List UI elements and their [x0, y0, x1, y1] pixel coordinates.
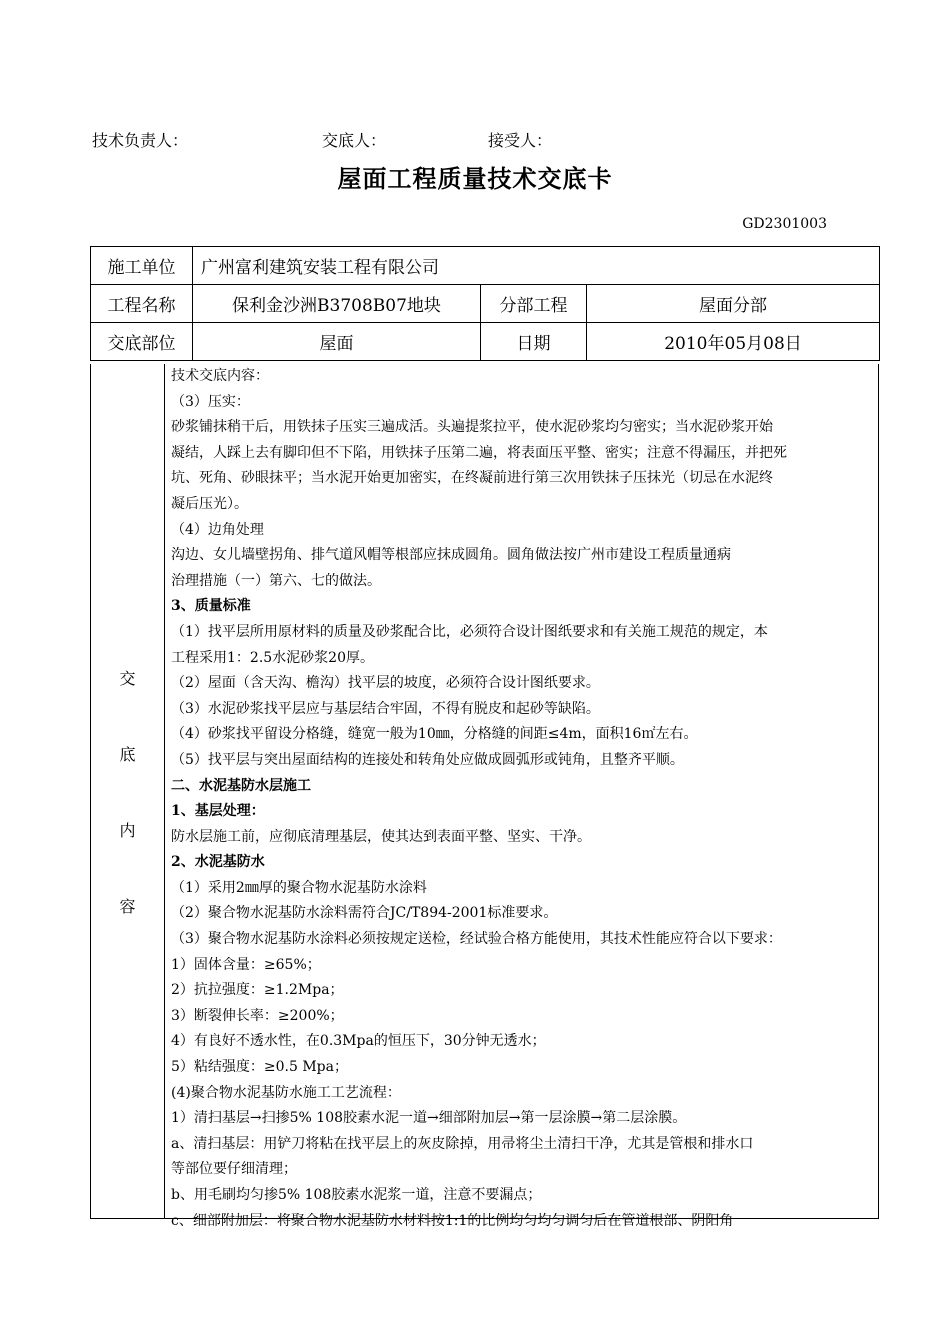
table-row: [91, 323, 880, 361]
content-line: 4）有良好不透水性，在0.3Mpa的恒压下，30分钟无透水；: [171, 1033, 546, 1050]
content-line: (4)聚合物水泥基防水施工工艺流程：: [171, 1084, 401, 1101]
table-row: [91, 247, 880, 285]
document-number: GD2301003: [742, 216, 827, 232]
content-line: 2）抗拉强度：≥1.2Mpa；: [171, 982, 344, 999]
content-line: 3、质量标准: [171, 598, 251, 615]
content-line: 等部位要仔细清理；: [171, 1161, 297, 1178]
content-line: 治理措施（一）第六、七的做法。: [171, 572, 381, 589]
sub-project-label: 分部工程: [481, 285, 587, 323]
project-label: 工程名称: [91, 285, 193, 323]
content-line: b、用毛刷均匀掺5% 108胶素水泥浆一道，注意不要漏点；: [171, 1187, 542, 1203]
info-table: [90, 246, 880, 361]
content-line: 1、基层处理：: [171, 803, 265, 820]
content-line: a、清扫基层：用铲刀将粘在找平层上的灰皮除掉，用帚将尘土清扫干净，尤其是管根和排水口: [171, 1135, 754, 1152]
content-side-label: [91, 364, 165, 1218]
discloser-label: 交底人：: [322, 131, 387, 150]
receiver-label: 接受人：: [488, 131, 553, 150]
content-line: 坑、死角、砂眼抹平；当水泥开始更加密实，在终凝前进行第三次用铁抹子压抹光（切忌在水泥终: [171, 470, 773, 487]
page-title: 屋面工程质量技术交底卡: [337, 164, 613, 193]
content-line: （4）砂浆找平留设分格缝，缝宽一般为10㎜，分格缝的间距≤4m，面积16㎡左右。: [171, 726, 698, 743]
project-value: 保利金沙洲B3708B07地块: [193, 285, 481, 323]
content-line: （3）聚合物水泥基防水涂料必须按规定送检，经试验合格方能使用，其技术性能应符合以下要求：: [171, 931, 782, 948]
content-line: 1）固体含量：≥65%；: [171, 956, 321, 973]
content-line: （3）压实：: [171, 393, 250, 410]
date-label: 日期: [481, 323, 587, 361]
unit-value: 广州富利建筑安装工程有限公司: [193, 247, 880, 285]
content-line: 二、水泥基防水层施工: [171, 777, 311, 794]
content-line: 工程采用1：2.5水泥砂浆20厚。: [171, 649, 374, 666]
content-line: 凝结，人踩上去有脚印但不下陷，用铁抹子压第二遍，将表面压平整、密实；注意不得漏压，并把死: [171, 444, 787, 461]
content-line: 凝后压光）。: [171, 495, 248, 512]
content-line: （2）屋面（含天沟、檐沟）找平层的坡度，必须符合设计图纸要求。: [171, 675, 600, 692]
content-line: 技术交底内容：: [171, 368, 269, 384]
date-value: 2010年05月08日: [587, 323, 880, 361]
content-line: （1）找平层所用原材料的质量及砂浆配合比，必须符合设计图纸要求和有关施工规范的规定，本: [171, 623, 768, 640]
content-body: [171, 364, 871, 1234]
content-line: 沟边、女儿墙壁拐角、排气道风帽等根部应抹成圆角。圆角做法按广州市建设工程质量通病: [171, 547, 731, 564]
content-line: （1）采用2㎜厚的聚合物水泥基防水涂料: [171, 879, 427, 896]
sub-project-value: 屋面分部: [587, 285, 880, 323]
side-char: 底: [119, 745, 136, 764]
content-line: （4）边角处理: [171, 521, 264, 538]
content-line: 2、水泥基防水: [171, 854, 265, 871]
content-line: 防水层施工前，应彻底清理基层，使其达到表面平整、坚实、干净。: [171, 828, 591, 845]
content-line: 1）清扫基层→扫掺5% 108胶素水泥一道→细部附加层→第一层涂膜→第二层涂膜。: [171, 1110, 687, 1127]
content-line: c、细部附加层：将聚合物水泥基防水材料按1:1的比例均匀均匀调匀后在管道根部、阴阳角: [171, 1212, 734, 1229]
part-value: 屋面: [193, 323, 481, 361]
side-char: 交: [119, 669, 136, 688]
tech-lead-label: 技术负责人：: [92, 131, 189, 150]
content-line: （3）水泥砂浆找平层应与基层结合牢固，不得有脱皮和起砂等缺陷。: [171, 700, 600, 717]
part-label: 交底部位: [91, 323, 193, 361]
content-line: （5）找平层与突出屋面结构的连接处和转角处应做成圆弧形或钝角，且整齐平顺。: [171, 751, 684, 768]
side-char: 内: [119, 821, 136, 840]
disclosure-content: [90, 364, 879, 1229]
side-char: 容: [119, 897, 136, 916]
content-line: 5）粘结强度：≥0.5 Mpa；: [171, 1059, 348, 1076]
content-line: 3）断裂伸长率：≥200%；: [171, 1007, 344, 1024]
content-line: 砂浆铺抹稍干后，用铁抹子压实三遍成活。头遍提浆拉平，使水泥砂浆均匀密实；当水泥砂浆开始: [171, 419, 773, 436]
table-row: [91, 285, 880, 323]
unit-label: 施工单位: [91, 247, 193, 285]
content-line: （2）聚合物水泥基防水涂料需符合JC/T894-2001标准要求。: [171, 905, 558, 922]
